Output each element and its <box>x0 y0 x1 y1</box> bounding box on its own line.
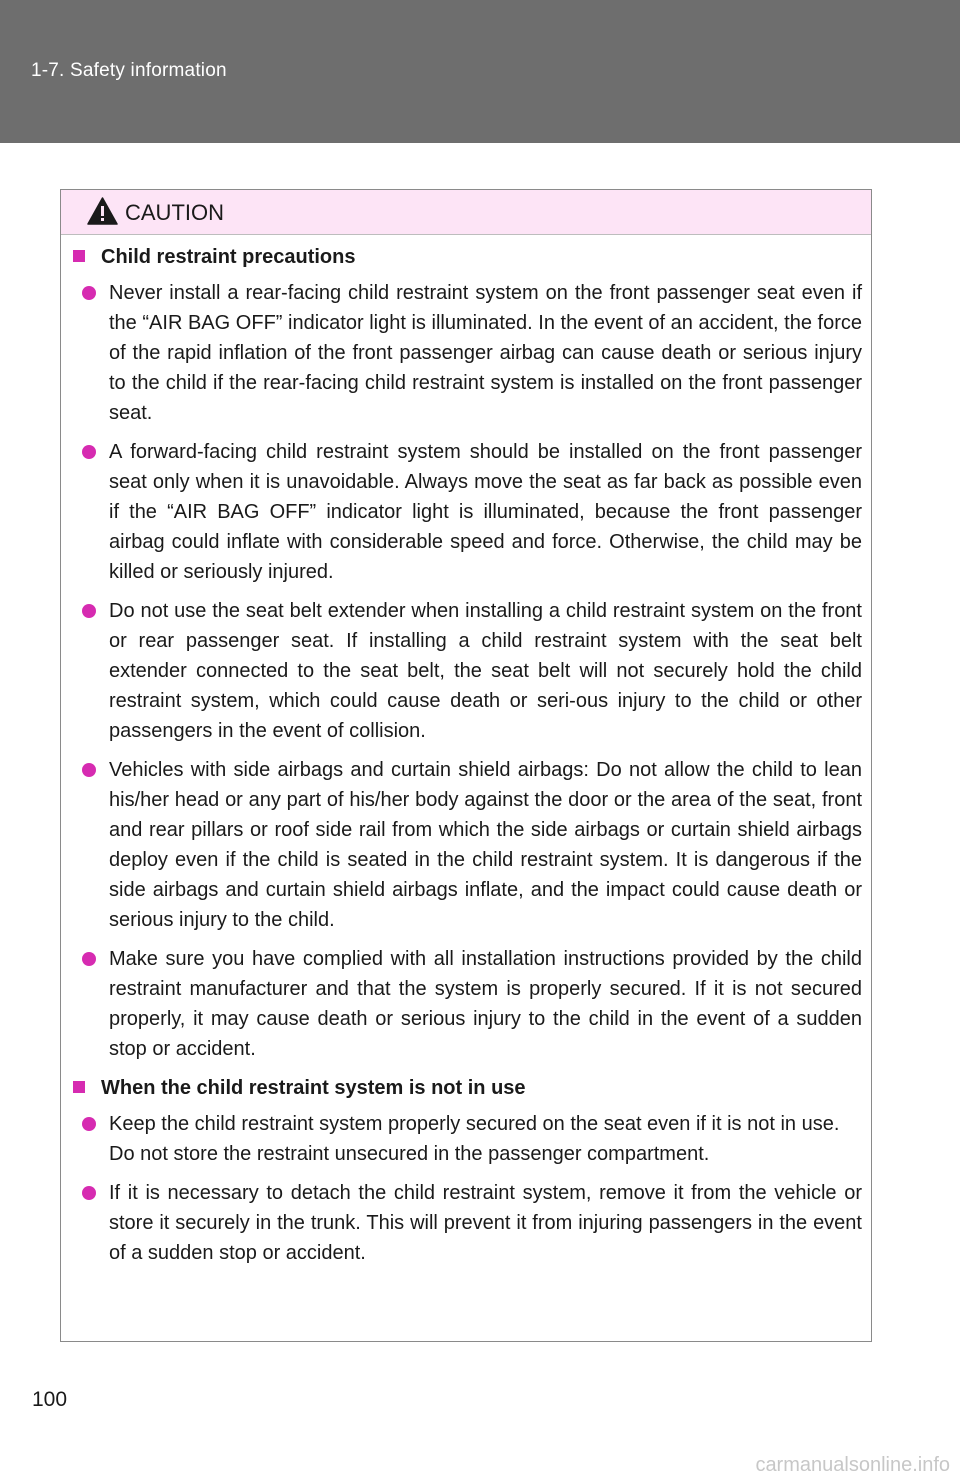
item-text: Do not use the seat belt extender when installing a child restraint system on the front or rear passenger seat. If installing a child restraint system with the seat belt extender connected to the seat belt, the seat belt will not securely hold the child restraint system, which could cause death or seri-ous injury to the child or other passengers in the event of collision. <box>109 600 862 742</box>
circle-bullet-icon <box>82 763 96 777</box>
section-heading-text: When the child restraint system is not in use <box>101 1077 526 1099</box>
section-heading <box>73 1073 871 1103</box>
circle-bullet-icon <box>82 1186 96 1200</box>
circle-bullet-icon <box>82 604 96 618</box>
list-item <box>108 596 862 746</box>
warning-triangle-icon <box>87 197 118 225</box>
item-text: Never install a rear-facing child restraint system on the front passenger seat even if the “AIR BAG OFF” indicator light is illuminated. In the event of an accident, the force of the rapid inflation of the front passenger airbag can cause death or serious injury to the child if the rear-facing child restraint system is installed on the front passenger seat. <box>109 282 862 424</box>
circle-bullet-icon <box>82 1117 96 1131</box>
watermark: carmanualsonline.info <box>755 1454 950 1476</box>
list-item <box>108 1178 862 1268</box>
page-number: 100 <box>32 1388 68 1411</box>
item-text: Vehicles with side airbags and curtain shield airbags: Do not allow the child to lean his/her head or any part of his/her body against the door or the area of the seat, front and rear pillars or roof side rail from which the side airbags or curtain shield airbags deploy even if the child is seated in the child restraint system. It is dangerous if the side airbags and curtain shield airbags inflate, and the impact could cause death or serious injury to the child. <box>109 759 862 931</box>
caution-header <box>61 190 871 235</box>
circle-bullet-icon <box>82 952 96 966</box>
caution-box <box>60 189 872 1342</box>
caution-content <box>61 242 871 1277</box>
header-band <box>0 0 960 143</box>
item-text: Make sure you have complied with all installation instructions provided by the child restraint manufacturer and that the system is properly secured. If it is not secured properly, it may cause death or serious injury to the child in the event of a sudden stop or accident. <box>109 948 862 1060</box>
item-text: If it is necessary to detach the child restraint system, remove it from the vehicle or store it securely in the trunk. This will prevent it from injuring passengers in the event of a sudden stop or accident. <box>109 1182 862 1264</box>
section-heading-text: Child restraint precautions <box>101 246 356 268</box>
list-item <box>108 278 862 428</box>
list-item <box>108 437 862 587</box>
item-text: A forward-facing child restraint system should be installed on the front passenger seat only when it is unavoidable. Always move the seat as far back as possible even if the “AIR BAG OFF” indicator light is illuminated, because the front passenger airbag could inflate with considerable speed and force. Otherwise, the child may be killed or seriously injured. <box>109 441 862 583</box>
square-bullet-icon <box>73 1081 85 1093</box>
item-text: Keep the child restraint system properly secured on the seat even if it is not in use. <box>109 1113 840 1135</box>
square-bullet-icon <box>73 250 85 262</box>
section-heading <box>73 242 871 272</box>
caution-title: CAUTION <box>125 200 224 225</box>
list-item <box>108 755 862 935</box>
circle-bullet-icon <box>82 286 96 300</box>
section-title: 1-7. Safety information <box>31 60 227 81</box>
list-item <box>108 944 862 1064</box>
item-text: Do not store the restraint unsecured in the passenger compartment. <box>109 1143 710 1165</box>
circle-bullet-icon <box>82 445 96 459</box>
list-item <box>108 1109 862 1169</box>
